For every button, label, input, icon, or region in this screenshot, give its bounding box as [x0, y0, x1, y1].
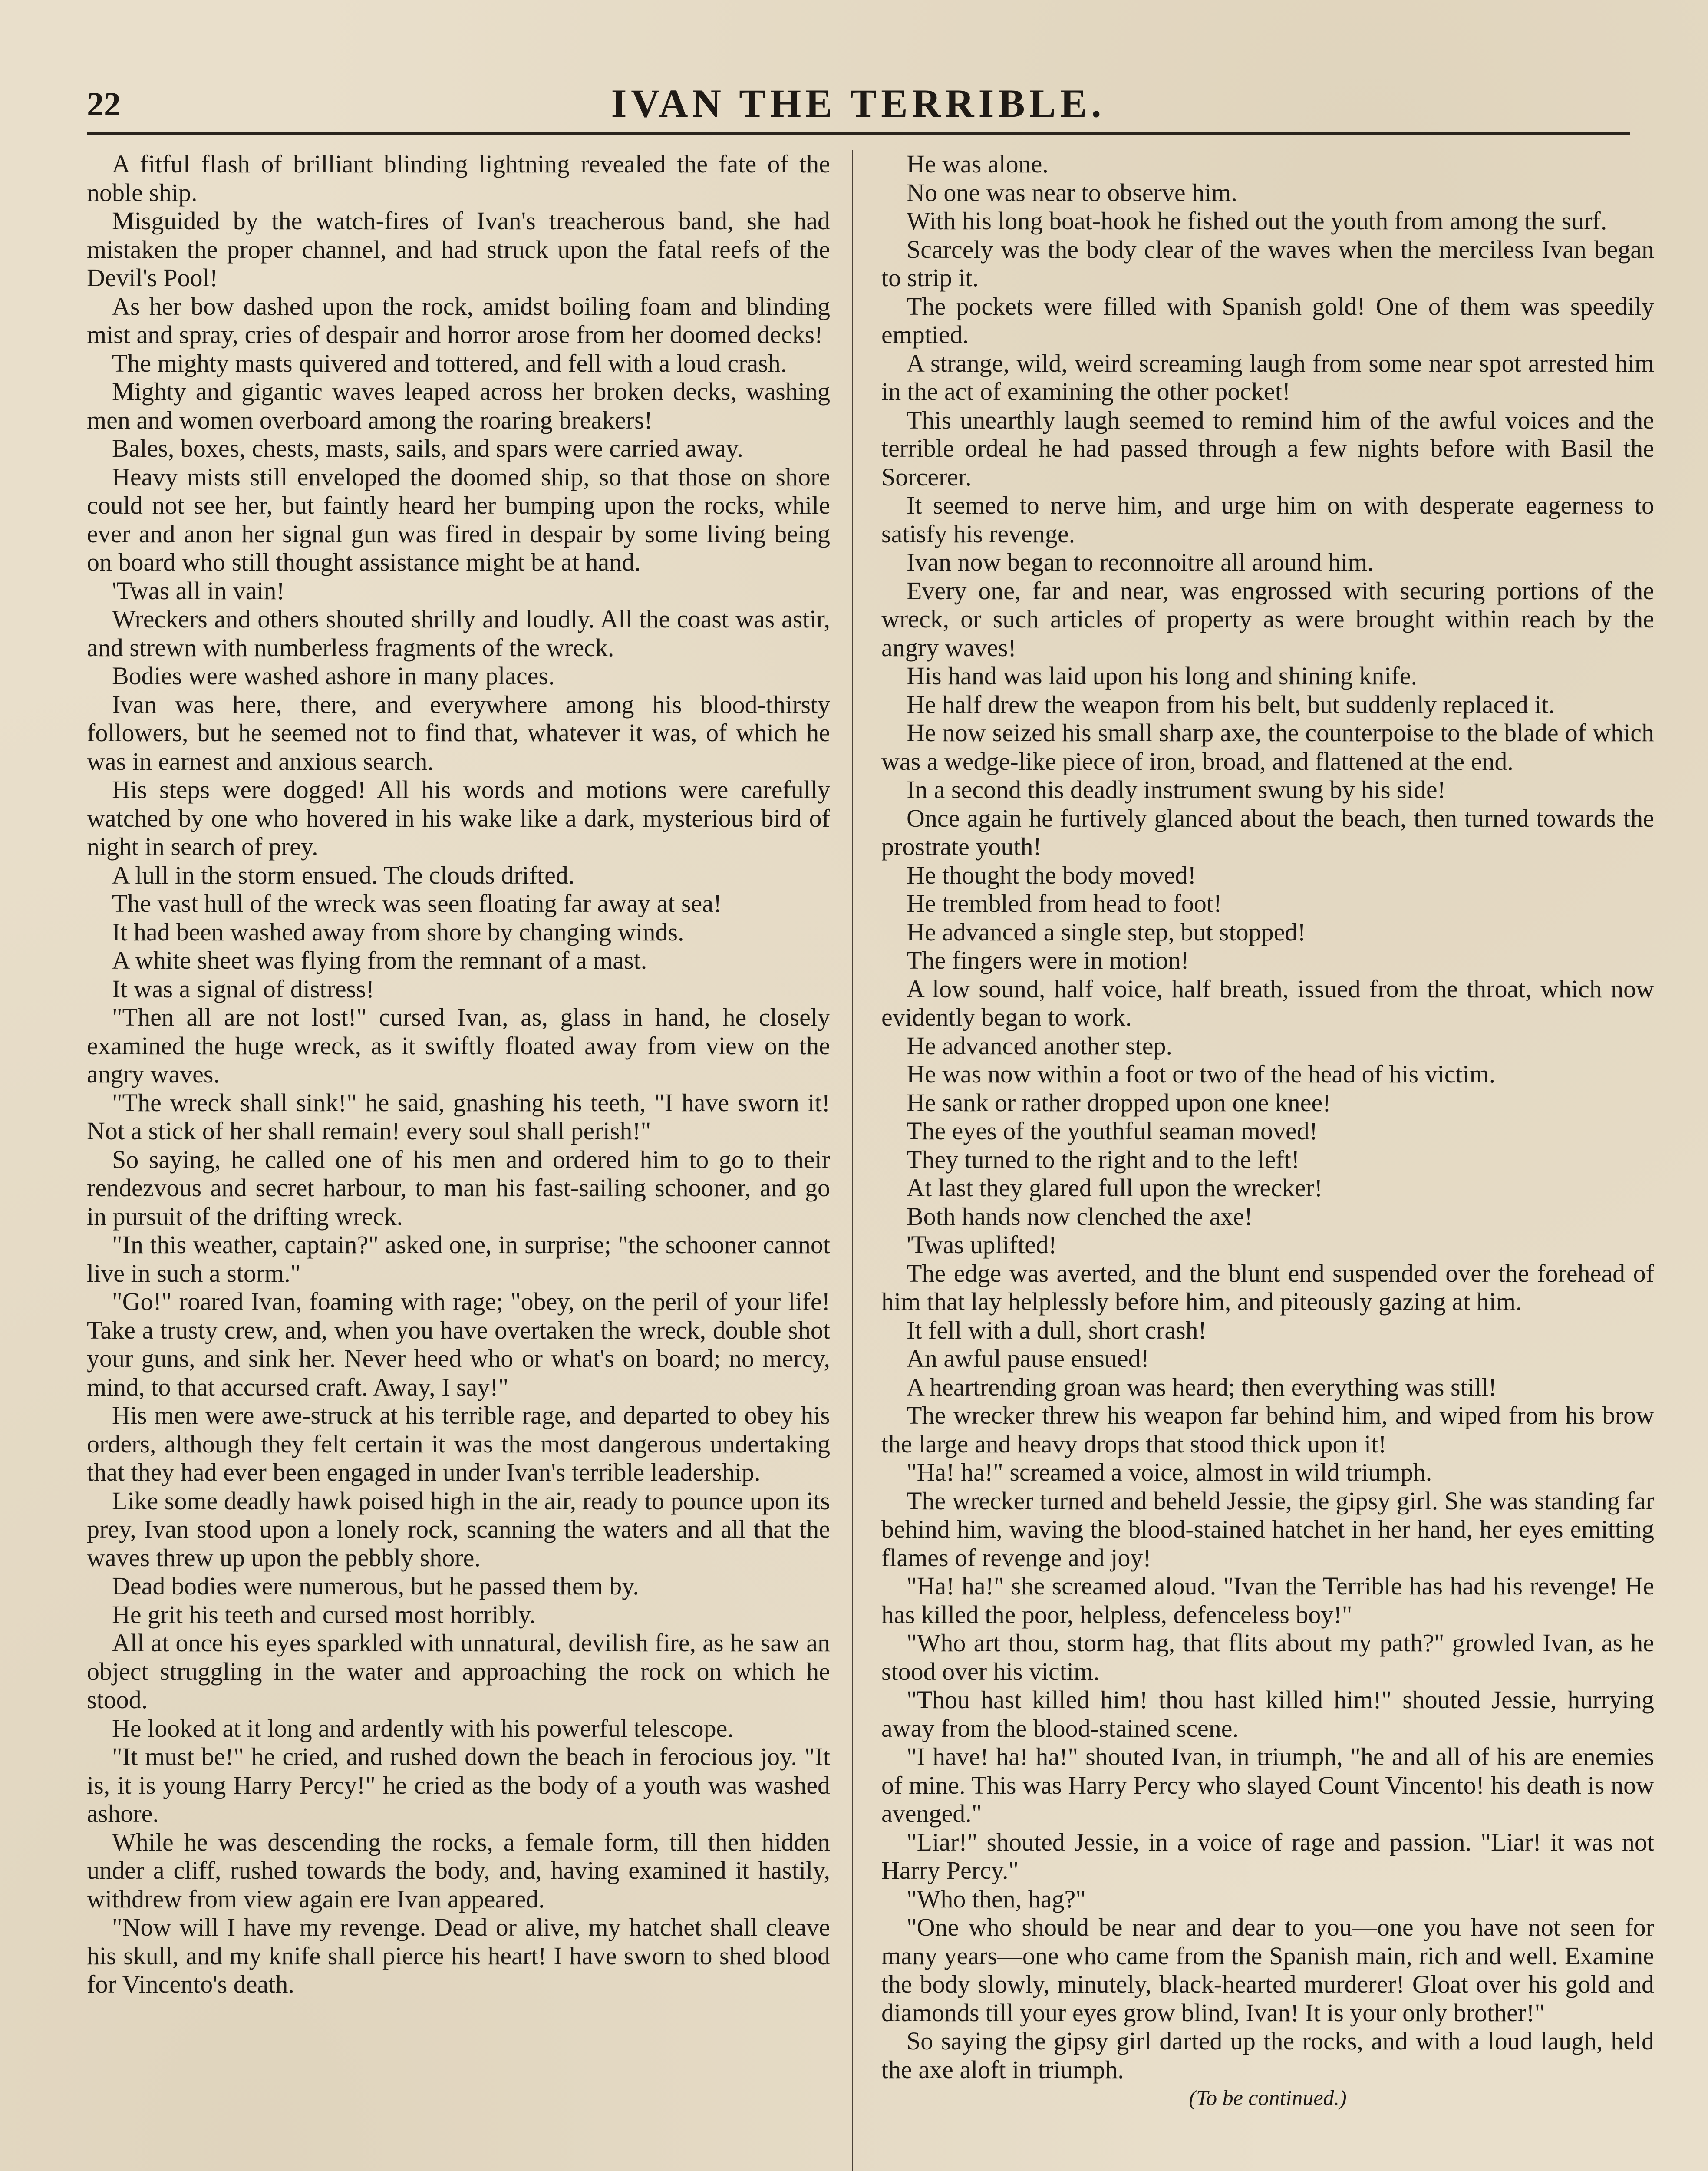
page-header	[87, 80, 1630, 135]
paragraph: "Who art thou, storm hag, that flits about my path?" growled Ivan, as he stood over his victim.	[881, 1629, 1654, 1686]
paragraph: So saying, he called one of his men and ordered him to go to their rendezvous and secret harbour, to man his fast-sailing schooner, and go in pursuit of the drifting wreck.	[87, 1145, 830, 1231]
paragraph: Ivan was here, there, and everywhere among his blood-thirsty followers, but he seemed not to find that, whatever it was, of which he was in earnest and anxious search.	[87, 690, 830, 775]
paragraph: A fitful flash of brilliant blinding lightning revealed the fate of the noble ship.	[87, 150, 830, 207]
paragraph: It was a signal of distress!	[112, 974, 375, 1003]
paragraph: In a second this deadly instrument swung by his side!	[907, 775, 1446, 804]
page-number: 22	[87, 85, 121, 123]
paragraph: 'Twas all in vain!	[112, 576, 285, 605]
paragraph: Wreckers and others shouted shrilly and loudly. All the coast was astir, and strewn with numberless fragments of the wreck.	[87, 605, 830, 662]
paragraph: Both hands now clenched the axe!	[907, 1202, 1253, 1231]
to-be-continued: (To be continued.)	[1189, 2085, 1347, 2110]
paragraph: "Then all are not lost!" cursed Ivan, as, glass in hand, he closely examined the huge wreck, as it swiftly floated away from view on the angry waves.	[87, 1003, 830, 1088]
paragraph: "Who then, hag?"	[907, 1884, 1086, 1913]
paragraph: Ivan now began to reconnoitre all around him.	[907, 548, 1374, 576]
paragraph: While he was descending the rocks, a female form, till then hidden under a cliff, rushed towards the body, and, having examined it hastily, withdrew from view again ere Ivan appeared.	[87, 1828, 830, 1913]
paragraph: A white sheet was flying from the remnant of a mast.	[112, 946, 647, 974]
paragraph: The edge was averted, and the blunt end suspended over the forehead of him that lay helplessly before him, and piteously gazing at him.	[881, 1259, 1654, 1316]
paragraph: "The wreck shall sink!" he said, gnashing his teeth, "I have sworn it! Not a stick of her shall remain! every soul shall perish!"	[87, 1088, 830, 1145]
paragraph: At last they glared full upon the wrecker!	[907, 1174, 1323, 1202]
paragraph: Bodies were washed ashore in many places.	[112, 662, 555, 690]
paragraph: No one was near to observe him.	[907, 178, 1237, 207]
paragraph: He sank or rather dropped upon one knee!	[907, 1088, 1331, 1117]
paragraph: He was now within a foot or two of the head of his victim.	[907, 1060, 1496, 1088]
paragraph: "It must be!" he cried, and rushed down the beach in ferocious joy. "It is, it is young Harry Percy!" he cried as the body of a youth was washed ashore.	[87, 1742, 830, 1828]
paragraph: Like some deadly hawk poised high in the air, ready to pounce upon its prey, Ivan stood upon a lonely rock, scanning the waters and all that the waves threw up upon the pebbly shore.	[87, 1486, 830, 1572]
paragraph: Every one, far and near, was engrossed with securing portions of the wreck, or such articles of property as were brought within reach by the angry waves!	[881, 576, 1654, 662]
left-column	[87, 150, 830, 2171]
paragraph: Scarcely was the body clear of the waves when the merciless Ivan began to strip it.	[881, 235, 1654, 292]
paragraph: The eyes of the youthful seaman moved!	[907, 1117, 1318, 1145]
paragraph: He grit his teeth and cursed most horribly.	[112, 1600, 536, 1629]
paragraph: The vast hull of the wreck was seen floating far away at sea!	[112, 889, 722, 917]
paragraph: It fell with a dull, short crash!	[907, 1316, 1207, 1344]
paragraph: His men were awe-struck at his terrible rage, and departed to obey his orders, although they felt certain it was the most dangerous undertaking that they had ever been engaged in under Ivan's terrible leadership.	[87, 1401, 830, 1486]
paragraph: So saying the gipsy girl darted up the rocks, and with a loud laugh, held the axe aloft in triumph.	[881, 2027, 1654, 2084]
paragraph: An awful pause ensued!	[907, 1344, 1149, 1373]
paragraph: With his long boat-hook he fished out the youth from among the surf.	[907, 207, 1607, 235]
paragraph: He now seized his small sharp axe, the counterpoise to the blade of which was a wedge-like piece of iron, broad, and flattened at the end.	[881, 719, 1654, 775]
paragraph: His hand was laid upon his long and shining knife.	[907, 662, 1418, 690]
paragraph: As her bow dashed upon the rock, amidst boiling foam and blinding mist and spray, cries of despair and horror arose from her doomed decks!	[87, 292, 830, 349]
paragraph: Bales, boxes, chests, masts, sails, and spars were carried away.	[112, 434, 743, 462]
paragraph: Misguided by the watch-fires of Ivan's treacherous band, she had mistaken the proper channel, and had struck upon the fatal reefs of the Devil's Pool!	[87, 207, 830, 292]
paragraph: He was alone.	[907, 150, 1049, 178]
paragraph: A heartrending groan was heard; then everything was still!	[907, 1373, 1497, 1401]
paragraph: The wrecker turned and beheld Jessie, the gipsy girl. She was standing far behind him, waving the blood-stained hatchet in her hand, her eyes emitting flames of revenge and joy!	[881, 1486, 1654, 1572]
paragraph: A lull in the storm ensued. The clouds drifted.	[112, 861, 575, 889]
paragraph: Mighty and gigantic waves leaped across her broken decks, washing men and women overboard among the roaring breakers!	[87, 377, 830, 434]
paragraph: He thought the body moved!	[907, 861, 1196, 889]
paragraph: "Liar!" shouted Jessie, in a voice of rage and passion. "Liar! it was not Harry Percy."	[881, 1828, 1654, 1884]
running-title: IVAN THE TERRIBLE.	[611, 81, 1106, 125]
paragraph: They turned to the right and to the left!	[907, 1145, 1300, 1174]
paragraph: Heavy mists still enveloped the doomed ship, so that those on shore could not see her, but faintly heard her bumping upon the rocks, while ever and anon her signal gun was fired in despair by some living being on board who still thought assistance might be at hand.	[87, 462, 830, 576]
paragraph: He advanced another step.	[907, 1031, 1172, 1060]
paragraph: 'Twas uplifted!	[907, 1231, 1057, 1259]
paragraph: "Thou hast killed him! thou hast killed him!" shouted Jessie, hurrying away from the blood-stained scene.	[881, 1686, 1654, 1742]
paragraph: All at once his eyes sparkled with unnatural, devilish fire, as he saw an object struggling in the water and approaching the rock on which he stood.	[87, 1629, 830, 1714]
paragraph: Once again he furtively glanced about the beach, then turned towards the prostrate youth!	[881, 804, 1654, 861]
paragraph: The pockets were filled with Spanish gold! One of them was speedily emptied.	[881, 292, 1654, 349]
paragraph: It had been washed away from shore by changing winds.	[112, 917, 684, 946]
paragraph: The fingers were in motion!	[907, 946, 1189, 974]
column-divider	[852, 150, 853, 2171]
paragraph: The mighty masts quivered and tottered, and fell with a loud crash.	[112, 349, 787, 377]
paragraph: He advanced a single step, but stopped!	[907, 917, 1306, 946]
paragraph: "I have! ha! ha!" shouted Ivan, in triumph, "he and all of his are enemies of mine. This was Harry Percy who slayed Count Vincento! his death is now avenged."	[881, 1742, 1654, 1828]
paragraph: It seemed to nerve him, and urge him on with desperate eagerness to satisfy his revenge.	[881, 491, 1654, 548]
paragraph: "Ha! ha!" she screamed aloud. "Ivan the Terrible has had his revenge! He has killed the poor, helpless, defenceless boy!"	[881, 1572, 1654, 1629]
paragraph: "One who should be near and dear to you—one you have not seen for many years—one who came from the Spanish main, rich and well. Examine the body slowly, minutely, black-hearted murderer! Gloat over his gold and diamonds till your eyes grow blind, Ivan! It is your only brother!"	[881, 1913, 1654, 2027]
paragraph: This unearthly laugh seemed to remind him of the awful voices and the terrible ordeal he had passed through a few nights before with Basil the Sorcerer.	[881, 406, 1654, 491]
paragraph: "In this weather, captain?" asked one, in surprise; "the schooner cannot live in such a storm."	[87, 1231, 830, 1287]
paragraph: He half drew the weapon from his belt, but suddenly replaced it.	[907, 690, 1555, 719]
right-column	[881, 150, 1654, 2171]
paragraph: He trembled from head to foot!	[907, 889, 1222, 917]
paragraph: The wrecker threw his weapon far behind him, and wiped from his brow the large and heavy drops that stood thick upon it!	[881, 1401, 1654, 1458]
paragraph: "Go!" roared Ivan, foaming with rage; "obey, on the peril of your life! Take a trusty crew, and, when you have overtaken the wreck, double shot your guns, and sink her. Never heed who or what's on board; no mercy, mind, to that accursed craft. Away, I say!"	[87, 1287, 830, 1401]
paragraph: A strange, wild, weird screaming laugh from some near spot arrested him in the act of examining the other pocket!	[881, 349, 1654, 406]
paragraph: His steps were dogged! All his words and motions were carefully watched by one who hovered in his wake like a dark, mysterious bird of night in search of prey.	[87, 775, 830, 861]
paragraph: Dead bodies were numerous, but he passed them by.	[112, 1572, 639, 1600]
paragraph: He looked at it long and ardently with his powerful telescope.	[112, 1714, 734, 1742]
paragraph: "Now will I have my revenge. Dead or alive, my hatchet shall cleave his skull, and my knife shall pierce his heart! I have sworn to shed blood for Vincento's death.	[87, 1913, 830, 1998]
paragraph: A low sound, half voice, half breath, issued from the throat, which now evidently began to work.	[881, 974, 1654, 1031]
paragraph: "Ha! ha!" screamed a voice, almost in wild triumph.	[907, 1458, 1432, 1486]
